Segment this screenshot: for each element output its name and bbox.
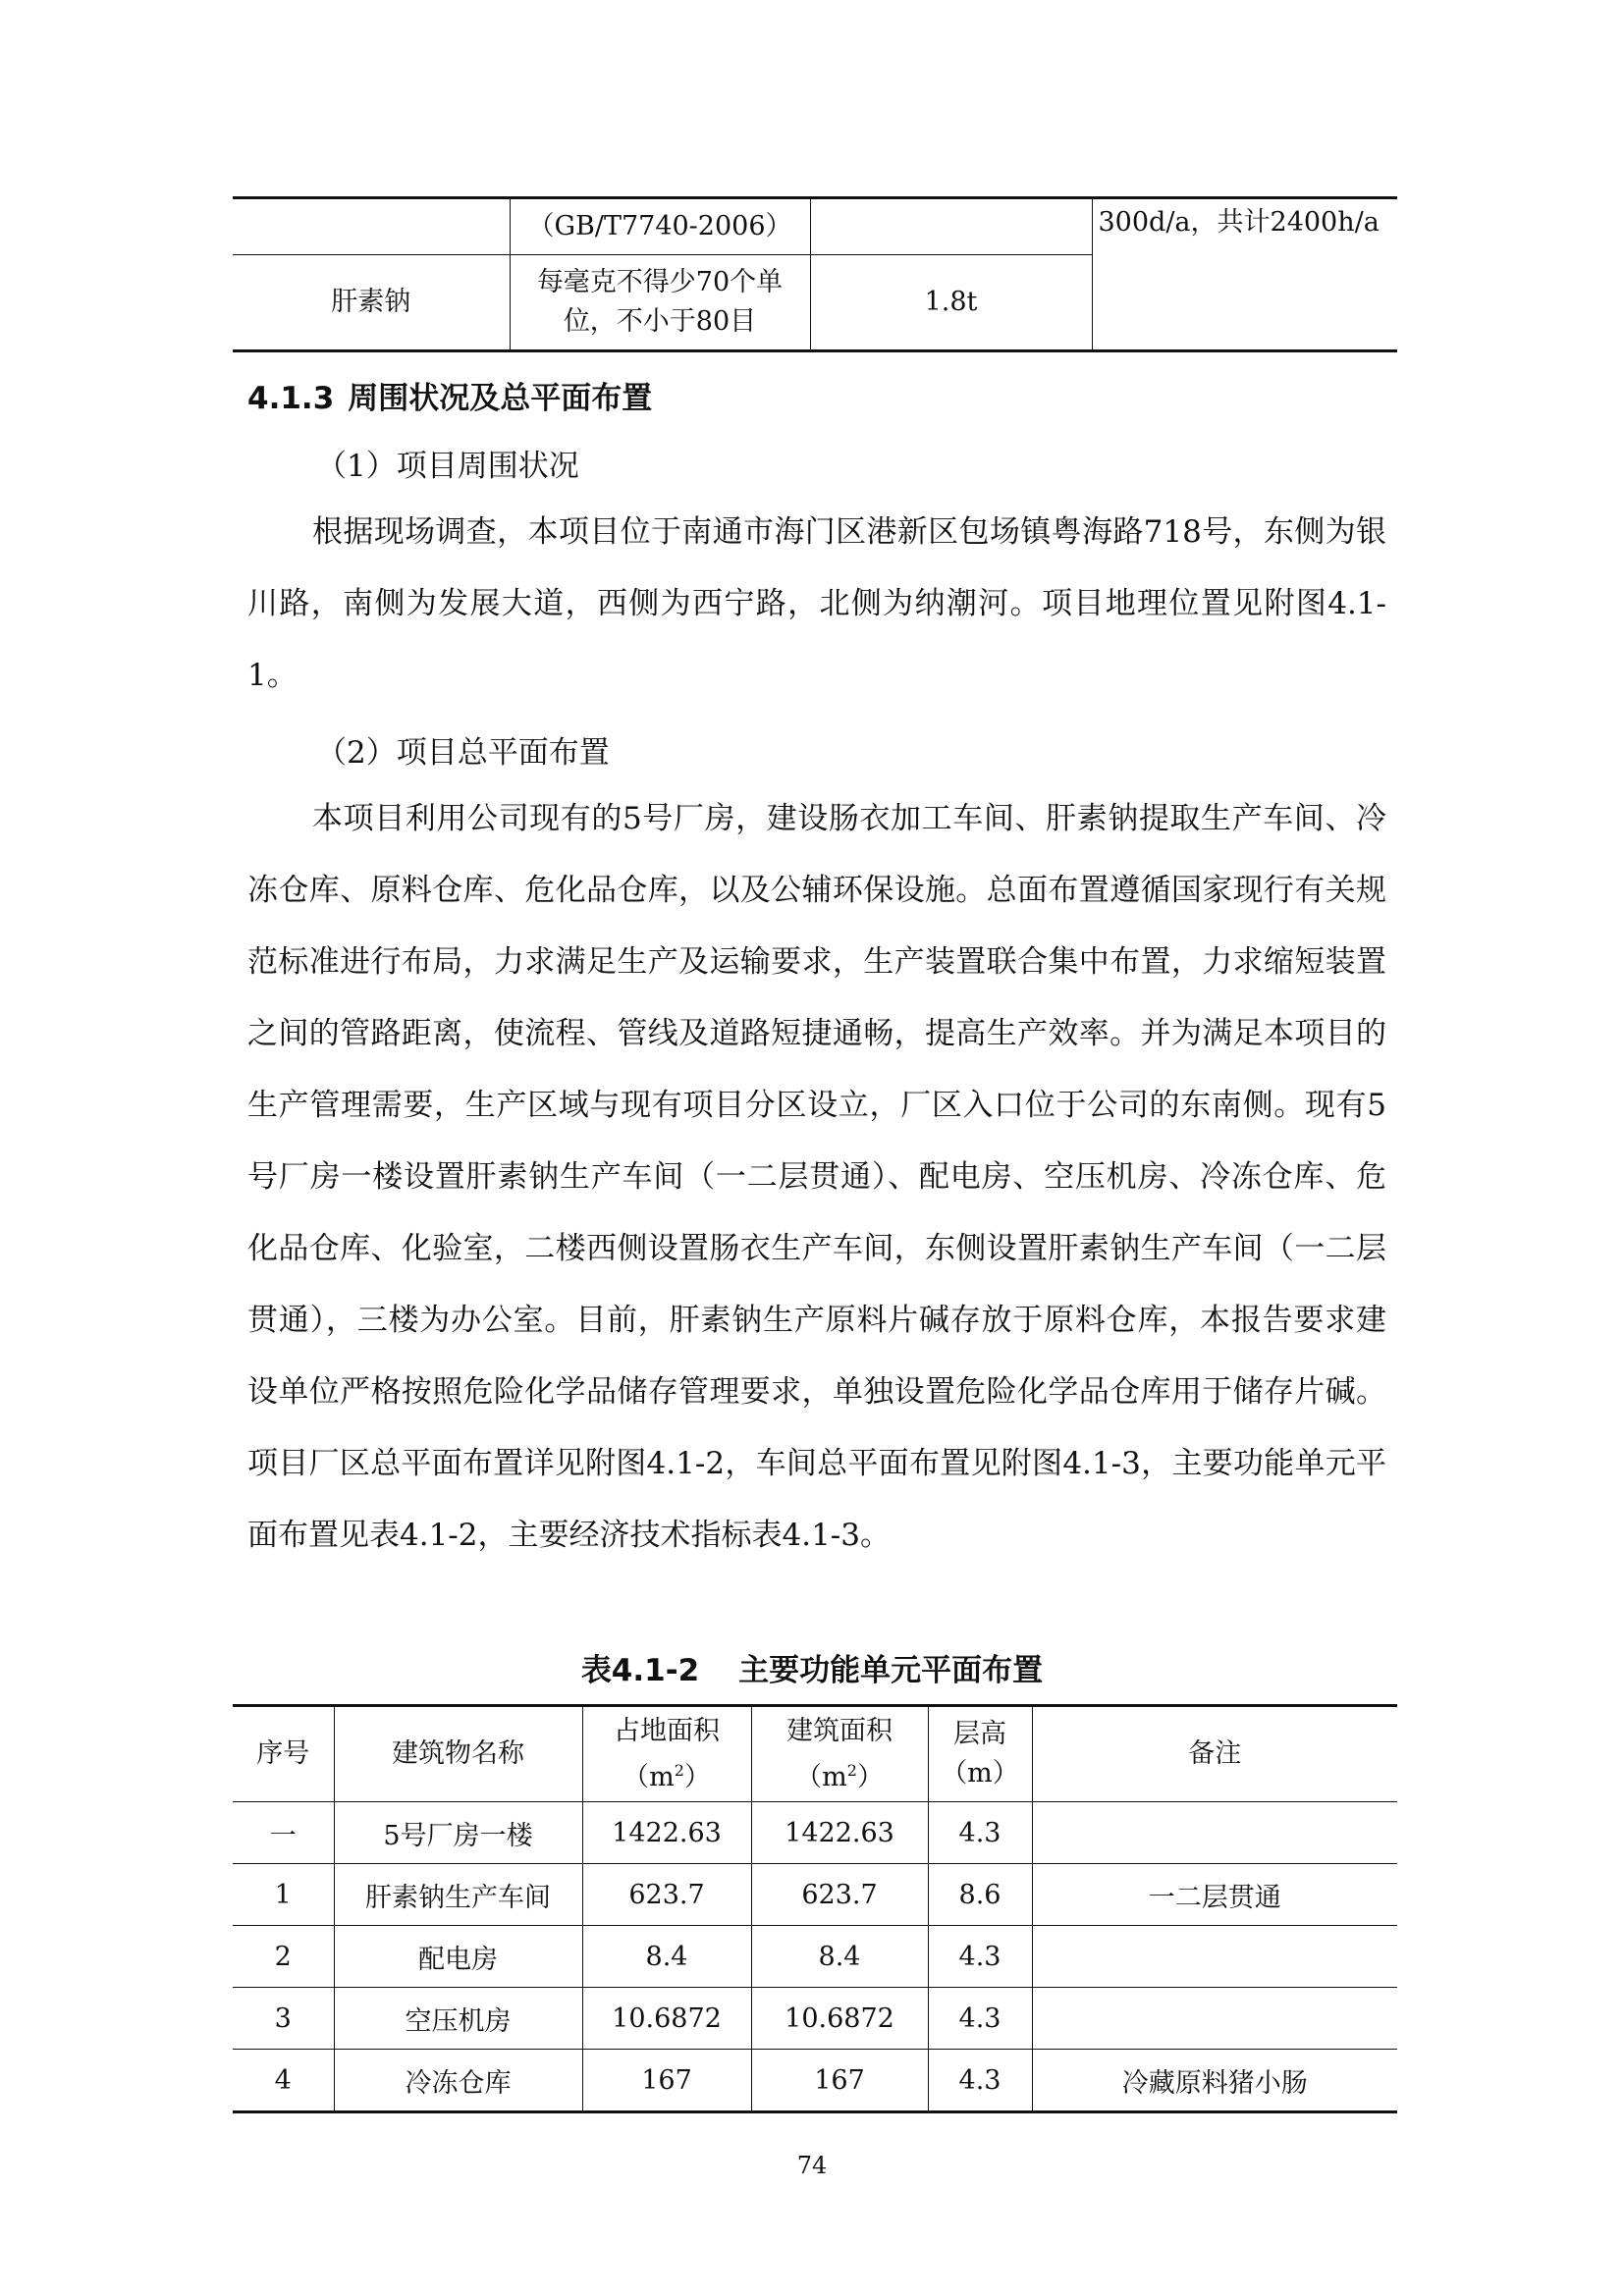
- cell-seq: 4: [233, 2050, 334, 2112]
- cell-land-area: 10.6872: [582, 1988, 751, 2050]
- cell-name: 肝素钠生产车间: [334, 1864, 582, 1926]
- subheading-layout: （2）项目总平面布置: [316, 735, 610, 771]
- cell-name: [233, 198, 510, 255]
- table-caption-title: 主要功能单元平面布置: [738, 1653, 1044, 1688]
- cell-land-area: 167: [582, 2050, 751, 2112]
- cell-seq: 一: [233, 1802, 334, 1864]
- section-heading: [247, 373, 652, 417]
- section-title: 周围状况及总平面布置: [348, 381, 653, 416]
- header-build-area: [751, 1706, 928, 1802]
- table-header-row: [233, 1706, 1397, 1802]
- paragraph-surroundings: 根据现场调查，本项目位于南通市海门区港新区包场镇粤海路718号，东侧为银川路，南侧为发展大道，西侧为西宁路，北侧为纳潮河。项目地理位置见附图4.1-1。: [247, 514, 1386, 693]
- cell-build-area: 167: [751, 2050, 928, 2112]
- cell-build-area: 8.4: [751, 1926, 928, 1988]
- cell-spec-line: 位，不小于80目: [563, 306, 757, 337]
- cell-name: 冷冻仓库: [334, 2050, 582, 2112]
- cell-spec: [510, 255, 810, 351]
- cell-amount: 1.8t: [810, 255, 1092, 351]
- table-row: [233, 1926, 1397, 1988]
- header-height: [928, 1706, 1032, 1802]
- cell-name: 5号厂房一楼: [334, 1802, 582, 1864]
- continuation-table: [233, 196, 1397, 352]
- section-number: 4.1.3: [247, 381, 335, 416]
- cell-note: [1032, 1988, 1397, 2050]
- cell-note: [1032, 1926, 1397, 1988]
- cell-height: 4.3: [928, 1926, 1032, 1988]
- cell-seq: 1: [233, 1864, 334, 1926]
- header-build-area-label: 建筑面积: [786, 1715, 893, 1746]
- paragraph-layout: 本项目利用公司现有的5号厂房，建设肠衣加工车间、肝素钠提取生产车间、冷冻仓库、原料仓库、危化品仓库，以及公辅环保设施。总面布置遵循国家现行有关规范标准进行布局，力求满足生产及运输要求，生产装置联合集中布置，力求缩短装置之间的管路距离，使流程、管线及道路短捷通畅，提高生产效率。并为满足本项目的生产管理需要，生产区域与现有项目分区设立，厂区入口位于公司的东南侧。现有5号厂房一楼设置肝素钠生产车间（一二层贯通）、配电房、空压机房、冷冻仓库、危化品仓库、化验室，二楼西侧设置肠衣生产车间，东侧设置肝素钠生产车间（一二层贯通），三楼为办公室。目前，肝素钠生产原料片碱存放于原料仓库，本报告要求建设单位严格按照危险化学品储存管理要求，单独设置危险化学品仓库用于储存片碱。项目厂区总平面布置详见附图4.1-2，车间总平面布置见附图4.1-3，主要功能单元平面布置见表4.1-2，主要经济技术指标表4.1-3。: [247, 801, 1386, 1553]
- subheading-surroundings: （1）项目周围状况: [316, 449, 579, 484]
- cell-note: [1032, 1802, 1397, 1864]
- cell-height: 4.3: [928, 1988, 1032, 2050]
- cell-seq: 2: [233, 1926, 334, 1988]
- cell-build-area: 10.6872: [751, 1988, 928, 2050]
- table-row: [233, 1988, 1397, 2050]
- cell-name: 空压机房: [334, 1988, 582, 2050]
- table-row: [233, 198, 1397, 255]
- cell-height: 4.3: [928, 2050, 1032, 2112]
- cell-land-area: 1422.63: [582, 1802, 751, 1864]
- cell-note: 一二层贯通: [1032, 1864, 1397, 1926]
- cell-spec: （GB/T7740-2006）: [510, 198, 810, 255]
- cell-spec-line: 每毫克不得少70个单: [536, 267, 784, 297]
- header-height-unit: （m）: [941, 1758, 1019, 1789]
- table-caption-number: 表4.1-2: [580, 1653, 700, 1688]
- table-caption: [0, 1645, 1624, 1689]
- page-number: 74: [796, 2152, 828, 2179]
- cell-build-area: 1422.63: [751, 1802, 928, 1864]
- header-land-area: [582, 1706, 751, 1802]
- cell-land-area: 623.7: [582, 1864, 751, 1926]
- header-note: 备注: [1032, 1706, 1397, 1802]
- header-seq: 序号: [233, 1706, 334, 1802]
- cell-amount: [810, 198, 1092, 255]
- cell-note: 冷藏原料猪小肠: [1032, 2050, 1397, 2112]
- header-land-area-unit: $(m^2)$: [623, 1760, 711, 1792]
- table-row: [233, 2050, 1397, 2112]
- cell-seq: 3: [233, 1988, 334, 2050]
- header-name: 建筑物名称: [334, 1706, 582, 1802]
- cell-height: 8.6: [928, 1864, 1032, 1926]
- header-build-area-unit: $(m^2)$: [795, 1760, 884, 1792]
- cell-build-area: 623.7: [751, 1864, 928, 1926]
- table-row: [233, 1864, 1397, 1926]
- header-land-area-label: 占地面积: [614, 1715, 720, 1746]
- cell-name: 配电房: [334, 1926, 582, 1988]
- cell-land-area: 8.4: [582, 1926, 751, 1988]
- header-height-label: 层高: [953, 1719, 1006, 1749]
- layout-table: [233, 1704, 1397, 2113]
- table-row: [233, 1802, 1397, 1864]
- cell-name: 肝素钠: [233, 255, 510, 351]
- cell-note: 300d/a，共计2400h/a: [1092, 198, 1397, 351]
- cell-height: 4.3: [928, 1802, 1032, 1864]
